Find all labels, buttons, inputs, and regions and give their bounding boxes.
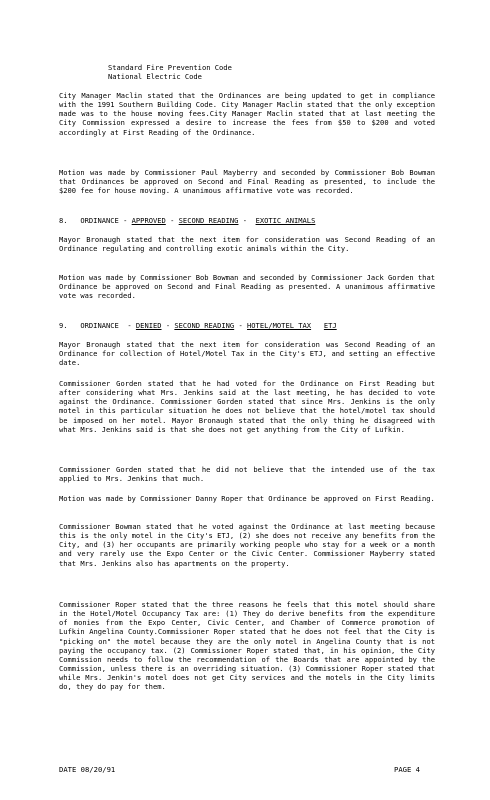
- paragraph-10: Commissioner Roper stated that the three reasons he feels that this motel should share in the Hotel/Motel Occupancy Tax are: (1) They do derive benefits from the expenditure of monies from the Expo Center, Civic Center, and Chamber of Commerce promotion of Lufkin Angelina County.Commissioner Roper stated that he does not feel that the City is "picking on" the motel because they are the only motel in Angelina County that is not paying the occupancy tax. (2) Commissioner Roper stated that, in his opinion, the City Commission needs to follow the recommendation of the Boards that are appointed by the Commission, unless there is an overriding situation. (3) Commissioner Roper stated that while Mrs. Jenkin's motel does not get City services and the motels in the City limits do, they do pay for them.: [59, 600, 435, 692]
- paragraph-5: Mayor Bronaugh stated that the next item for consideration was Second Reading of an Ordinance for collection of Hotel/Motel Tax in the City's ETJ, and setting an effective date.: [59, 340, 435, 368]
- heading-label: ORDINANCE: [80, 321, 119, 330]
- heading-number: 9.: [59, 321, 68, 330]
- header-line-2: National Electric Code: [108, 72, 202, 81]
- heading-subject: EXOTIC ANIMALS: [255, 216, 316, 225]
- heading-reading: SECOND READING: [174, 321, 235, 330]
- heading-sep: -: [170, 216, 175, 225]
- paragraph-7: Commissioner Gorden stated that he did not believe that the intended use of the tax applied to Mrs. Jenkins that much.: [59, 465, 435, 484]
- heading-sep: -: [123, 216, 128, 225]
- heading-status: DENIED: [135, 321, 162, 330]
- paragraph-4: Motion was made by Commissioner Bob Bowman and seconded by Commissioner Jack Gorden that Ordinance be approved on Second and Final Reading as presented. A unanimous affirmative vote was recorded.: [59, 273, 435, 301]
- paragraph-8: Motion was made by Commissioner Danny Roper that Ordinance be approved on First Reading.: [59, 494, 435, 503]
- heading-number: 8.: [59, 216, 68, 225]
- heading-reading: SECOND READING: [178, 216, 239, 225]
- heading-sep: -: [127, 321, 132, 330]
- heading-label: ORDINANCE: [80, 216, 119, 225]
- paragraph-9: Commissioner Bowman stated that he voted against the Ordinance at last meeting because this is the only motel in the City's ETJ, (2) she does not receive any benefits from the City, and (3) her occupants are primarily working people who stay for a week or a month and very rarely use the Expo Center or the Civic Center. Commissioner Mayberry stated that Mrs. Jenkins also has apartments on the property.: [59, 522, 435, 568]
- paragraph-6: Commissioner Gorden stated that he had voted for the Ordinance on First Reading but after considering what Mrs. Jenkins said at the last meeting, he has decided to vote against the Ordinance. Commissioner Gorden stated that since Mrs. Jenkins is the only motel in this particular situation he does not believe that the hotel/motel tax should be imposed on her motel. Mayor Bronaugh stated that the only thing he disagreed with what Mrs. Jenkins said is that she does not get anything from the City of Lufkin.: [59, 379, 435, 434]
- heading-item-9: [59, 321, 337, 330]
- footer-page-number: PAGE 4: [394, 765, 420, 774]
- heading-status: APPROVED: [131, 216, 166, 225]
- heading-sep: -: [238, 321, 243, 330]
- heading-subject: HOTEL/MOTEL TAX: [247, 321, 312, 330]
- heading-sep: -: [165, 321, 171, 330]
- paragraph-1: City Manager Maclin stated that the Ordinances are being updated to get in compliance with the 1991 Southern Building Code. City Manager Maclin stated that the only exception made was to the house moving fees.City Manager Maclin stated that at last meeting the City Commission expressed a desire to increase the fees from $50 to $200 and voted accordingly at First Reading of the Ordinance.: [59, 91, 435, 137]
- footer-date: DATE 08/20/91: [59, 765, 116, 774]
- paragraph-2: Motion was made by Commissioner Paul Mayberry and seconded by Commissioner Bob Bowman that Ordinances be approved on Second and Final Reading as presented, to include the $200 fee for house moving. A unanimous affirmative vote was recorded.: [59, 168, 435, 196]
- paragraph-3: Mayor Bronaugh stated that the next item for consideration was Second Reading of an Ordinance regulating and controlling exotic animals within the City.: [59, 235, 435, 254]
- header-line-1: Standard Fire Prevention Code: [108, 63, 232, 72]
- heading-sep: -: [242, 216, 248, 225]
- heading-trail: ETJ: [323, 321, 337, 330]
- heading-item-8: [59, 216, 315, 225]
